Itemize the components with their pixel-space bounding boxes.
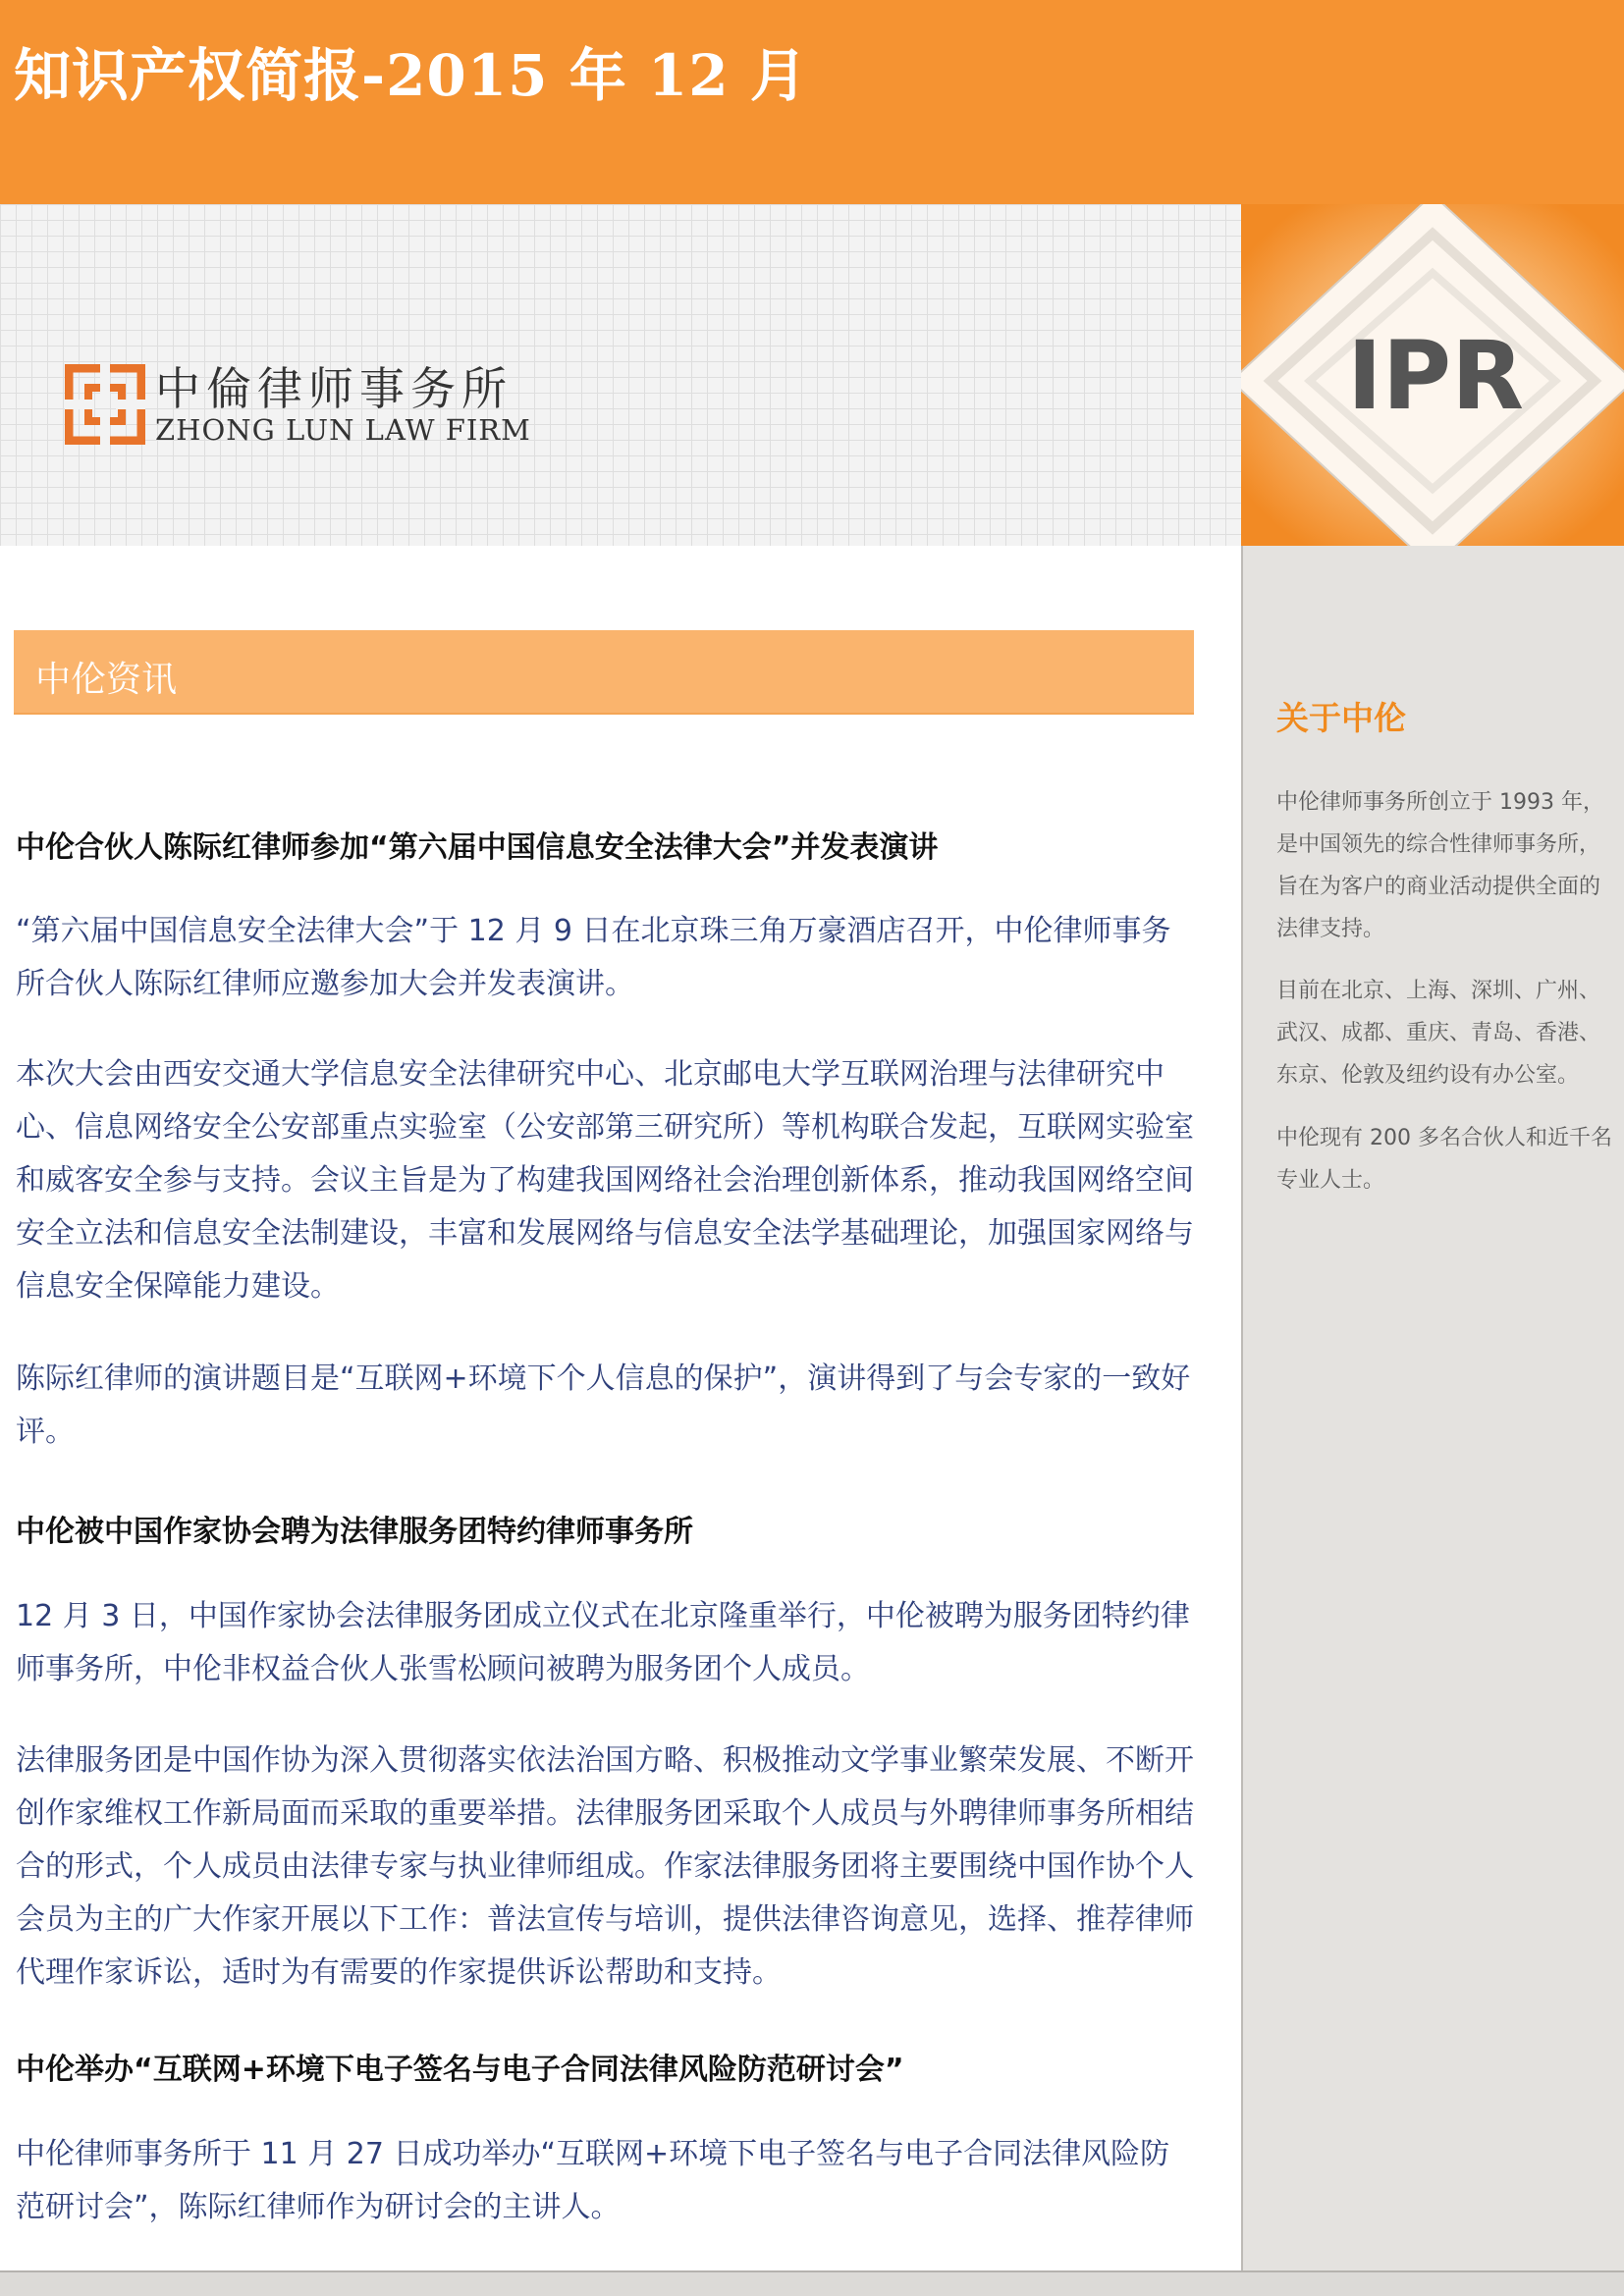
footer-bar — [0, 2270, 1624, 2296]
sidebar — [1241, 546, 1624, 2270]
article-paragraph: 陈际红律师的演讲题目是“互联网+环境下个人信息的保护”，演讲得到了与会专家的一致好评。 — [16, 1362, 1191, 1449]
article-title: 中伦被中国作家协会聘为法律服务团特约律师事务所 — [16, 1515, 693, 1549]
firm-logo — [65, 363, 531, 446]
logo-name-en: ZHONG LUN LAW FIRM — [155, 413, 531, 447]
sidebar-para: 中伦律师事务所创立于 1993 年，是中国领先的综合性律师事务所，旨在为客户的商业活动提供全面的法律支持。 — [1276, 790, 1604, 941]
article-paragraph: “第六届中国信息安全法律大会”于 12 月 9 日在北京珠三角万豪酒店召开，中伦律师事务所合伙人陈际红律师应邀参加大会并发表演讲。 — [16, 914, 1171, 1001]
firm-logo-icon — [65, 364, 145, 445]
page-title: 知识产权简报-2015 年 12 月 — [14, 42, 808, 109]
ipr-badge — [1241, 204, 1624, 546]
ipr-badge-graphic — [1241, 204, 1624, 546]
article-paragraph: 本次大会由西安交通大学信息安全法律研究中心、北京邮电大学互联网治理与法律研究中心、信息网络安全公安部重点实验室（公安部第三研究所）等机构联合发起，互联网实验室和威客安全参与支持。会议主旨是为了构建我国网络社会治理创新体系，推动我国网络空间安全立法和信息安全法制建设，丰富和发展网络与信息安全法学基础理论，加强国家网络与信息安全保障能力建设。 — [16, 1057, 1194, 1304]
sidebar-heading: 关于中伦 — [1276, 699, 1406, 737]
sidebar-para: 中伦现有 200 多名合伙人和近千名专业人士。 — [1276, 1126, 1612, 1193]
sidebar-para: 目前在北京、上海、深圳、广州、武汉、成都、重庆、青岛、香港、东京、伦敦及纽约设有办公室。 — [1276, 979, 1601, 1088]
section-header — [14, 630, 1194, 715]
article-paragraph: 中伦律师事务所于 11 月 27 日成功举办“互联网+环境下电子签名与电子合同法律风险防范研讨会”，陈际红律师作为研讨会的主讲人。 — [16, 2137, 1170, 2224]
article-title: 中伦举办“互联网+环境下电子签名与电子合同法律风险防范研讨会” — [16, 2053, 904, 2087]
ipr-text: IPR — [1347, 321, 1524, 431]
article-title: 中伦合伙人陈际红律师参加“第六届中国信息安全法律大会”并发表演讲 — [16, 830, 939, 865]
banner — [0, 204, 1241, 546]
article-paragraph: 12 月 3 日，中国作家协会法律服务团成立仪式在北京隆重举行，中伦被聘为服务团特约律师事务所，中伦非权益合伙人张雪松顾问被聘为服务团个人成员。 — [16, 1599, 1190, 1686]
section-title: 中伦资讯 — [35, 660, 178, 700]
header-bar — [0, 0, 1624, 204]
article-paragraph: 法律服务团是中国作协为深入贯彻落实依法治国方略、积极推动文学事业繁荣发展、不断开创作家维权工作新局面而采取的重要举措。法律服务团采取个人成员与外聘律师事务所相结合的形式，个人成员由法律专家与执业律师组成。作家法律服务团将主要围绕中国作协个人会员为主的广大作家开展以下工作：普法宣传与培训，提供法律咨询意见，选择、推荐律师代理作家诉讼，适时为有需要的作家提供诉讼帮助和支持。 — [16, 1743, 1194, 1990]
logo-name-cn: 中倫律师事务所 — [155, 362, 513, 415]
